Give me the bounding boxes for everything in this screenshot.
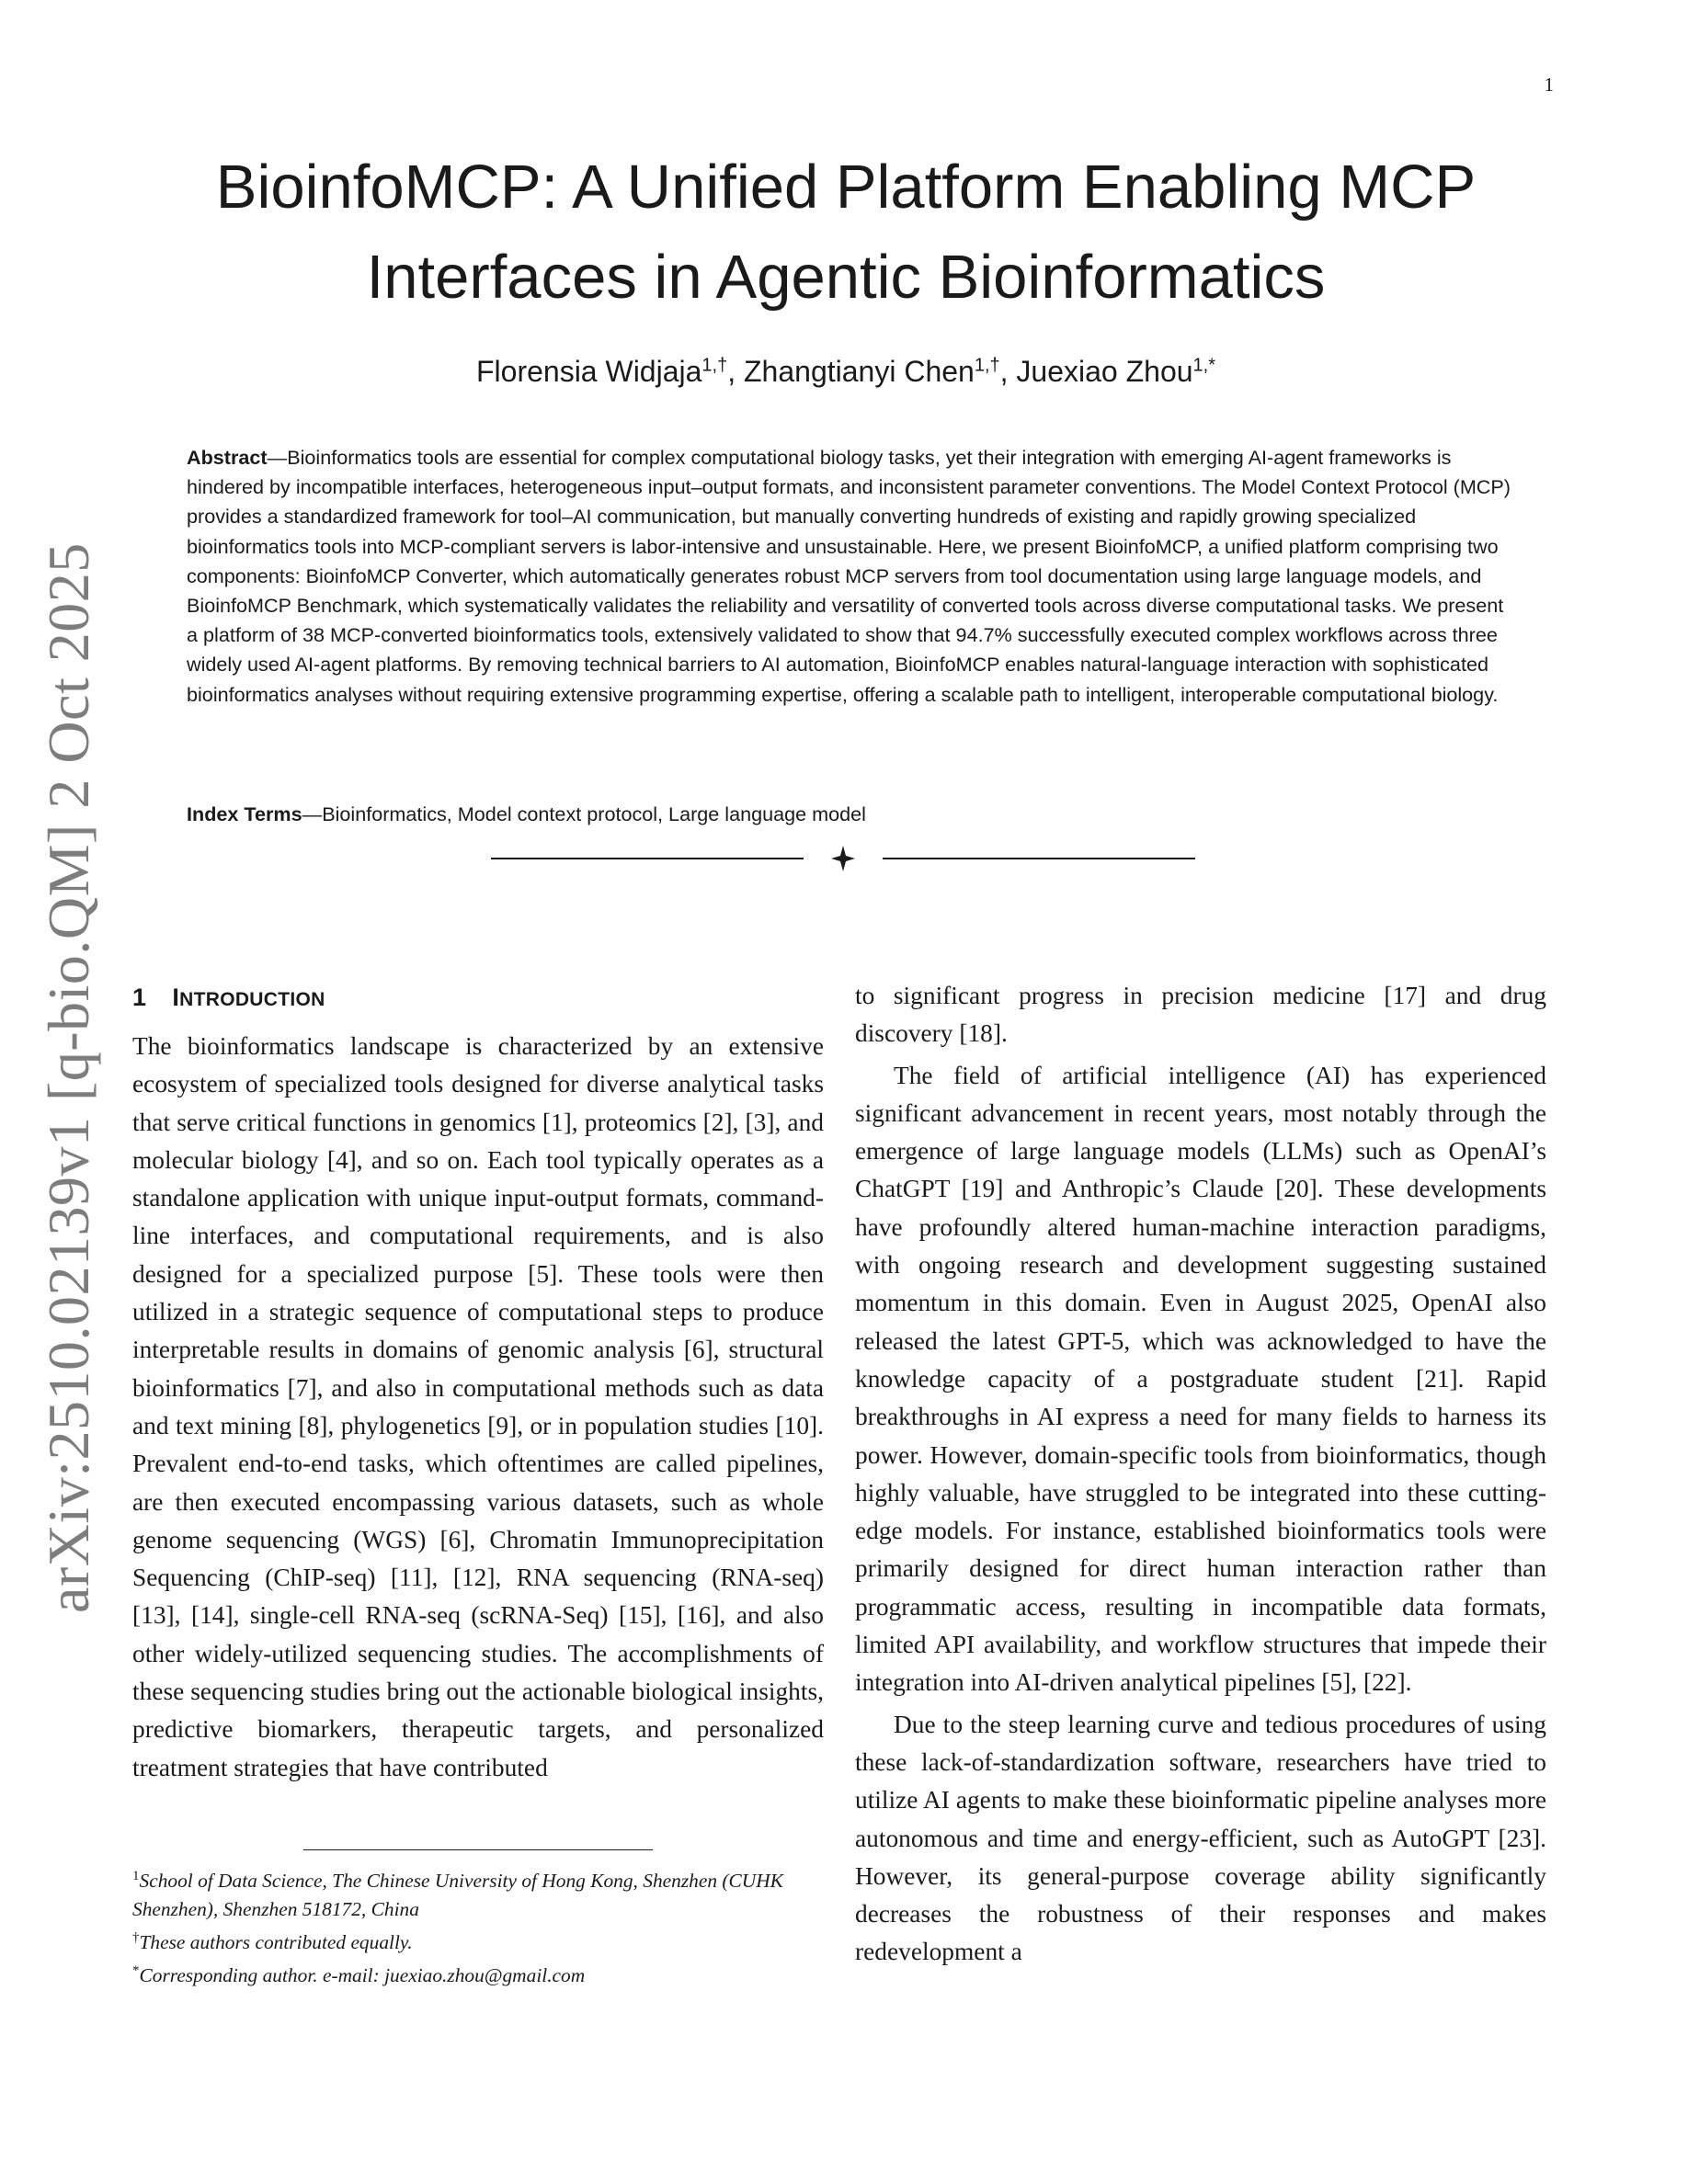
arxiv-stamp: arXiv:2510.02139v1 [q-bio.QM] 2 Oct 2025 xyxy=(36,542,101,1613)
body-paragraph: The field of artificial intelligence (AI) has experienced significant advancement in recent years, most notably through the emergence of large language models (LLMs) such as OpenAI’s ChatGPT [19] and Anthropic’s Claude [20]. These developments have profoundly altered human-machine interaction paradigms, with ongoing research and development suggesting sustained momentum in this domain. Even in August 2025, OpenAI also released the latest GPT-5, which was acknowledged to have the knowledge capacity of a postgraduate student [21]. Rapid breakthroughs in AI express a need for many fields to harness its power. However, domain-specific tools from bioinformatics, though highly valuable, have struggled to be integrated into these cutting-edge models. For instance, established bioinformatics tools were primarily designed for direct human interaction rather than programmatic access, resulting in incompatible data formats, limited API availability, and workflow structures that impede their integration into AI-driven analytical pipelines [5], [22]. xyxy=(855,1061,1546,1697)
body-paragraph: The bioinformatics landscape is characterized by an extensive ecosystem of specialized tools designed for diverse analytical tasks that serve critical functions in genomics [1], proteomics [2], [3], and molecular biology [4], and so on. Each tool typically operates as a standalone application with unique input-output formats, command-line interfaces, and computational requirements, and is also designed for a specialized purpose [5]. These tools were then utilized in a strategic sequence of computational steps to produce interpretable results in domains of genomic analysis [6], structural bioinformatics [7], and also in computational methods such as data and text mining [8], phylogenetics [9], or in population studies [10]. Prevalent end-to-end tasks, which oftentimes are called pipelines, are then executed encompassing various datasets, such as whole genome sequencing (WGS) [6], Chromatin Immunoprecipitation Sequencing (ChIP-seq) [11], [12], RNA sequencing (RNA-seq) [13], [14], single-cell RNA-seq (scRNA-Seq) [15], [16], and also other widely-utilized sequencing studies. The accomplishments of these sequencing studies bring out the actionable biological insights, predictive biomarkers, therapeutic targets, and personalized treatment strategies that have contributed xyxy=(132,1032,824,1781)
footnote xyxy=(132,1924,824,1957)
author-name: Florensia Widjaja xyxy=(475,355,702,388)
body-paragraph: Due to the steep learning curve and tedious procedures of using these lack-of-standardization software, researchers have tried to utilize AI agents to make these bioinformatic pipeline analyses more autonomous and time and energy-efficient, such as AutoGPT [23]. However, its general-purpose coverage ability significantly decreases the robustness of their responses and makes redevelopment a xyxy=(855,1710,1546,1966)
section-number: 1 xyxy=(132,984,147,1011)
abstract xyxy=(187,443,1511,710)
footnotes xyxy=(132,1862,824,1990)
section-title-rest: NTRODUCTION xyxy=(179,989,325,1010)
divider-line-right xyxy=(883,858,1195,859)
section-heading xyxy=(132,977,824,1020)
footnote-text: Corresponding author. e-mail: juexiao.zhou@gmail.com xyxy=(139,1964,586,1987)
body-paragraph: to significant progress in precision medicine [17] and drug discovery [18]. xyxy=(855,982,1546,1048)
index-terms xyxy=(187,800,1511,829)
abstract-text: —Bioinformatics tools are essential for complex computational biology tasks, yet their integration with emerging AI-agent frameworks is hindered by incompatible interfaces, heterogeneous input–output formats, and inconsistent parameter conventions. The Model Context Protocol (MCP) provides a standardized framework for tool–AI communication, but manually converting hundreds of existing and rapidly growing specialized bioinformatics tools into MCP-compliant servers is labor-intensive and unsustainable. Here, we present BioinfoMCP, a unified platform comprising two components: BioinfoMCP Converter, which automatically generates robust MCP servers from tool documentation using large language models, and BioinfoMCP Benchmark, which systematically validates the reliability and versatility of converted tools across diverse computational tasks. We present a platform of 38 MCP-converted bioinformatics tools, extensively validated to show that 94.7% successfully executed complex workflows across three widely used AI-agent platforms. By removing technical barriers to AI automation, BioinfoMCP enables natural-language interaction with sophisticated bioinformatics analyses without requiring extensive programming expertise, offering a scalable path to intelligent, interoperable computational biology. xyxy=(187,446,1511,706)
author-name: Juexiao Zhou xyxy=(1016,355,1193,388)
footnote-mark: 1 xyxy=(132,1869,140,1883)
author-affiliation-mark: 1,† xyxy=(974,355,1000,376)
footnote-mark: * xyxy=(132,1963,140,1979)
author-name: Zhangtianyi Chen xyxy=(744,355,975,388)
footnote xyxy=(132,1862,824,1924)
abstract-label: Abstract xyxy=(187,446,268,469)
footnote xyxy=(132,1957,824,1990)
star-ornament-icon xyxy=(830,844,856,873)
page-number: 1 xyxy=(1544,74,1554,96)
index-terms-text: —Bioinformatics, Model context protocol, Large language model xyxy=(302,802,866,825)
footnote-rule xyxy=(303,1849,653,1850)
section-title-initial: I xyxy=(172,984,180,1011)
divider-line-left xyxy=(491,858,804,859)
section-divider xyxy=(491,844,1195,873)
right-column xyxy=(855,977,1546,1972)
paper-title: BioinfoMCP: A Unified Platform Enabling MCP Interfaces in Agentic Bioinformatics xyxy=(215,153,1477,312)
footnote-mark: † xyxy=(132,1930,140,1946)
author-list: Florensia Widjaja$^{1,\dagger}$, Zhangtianyi Chen$^{1,\dagger}$, Juexiao Zhou$^{1,*}$ xyxy=(475,355,1216,388)
left-column xyxy=(132,977,824,1787)
index-terms-label: Index Terms xyxy=(187,802,302,825)
footnote-text: These authors contributed equally. xyxy=(139,1931,413,1954)
author-affiliation-mark: 1,† xyxy=(701,355,728,376)
author-affiliation-mark: 1,* xyxy=(1192,355,1216,376)
footnote-text: School of Data Science, The Chinese University of Hong Kong, Shenzhen (CUHK Shenzhen), Shenzhen 518172, China xyxy=(132,1870,783,1921)
